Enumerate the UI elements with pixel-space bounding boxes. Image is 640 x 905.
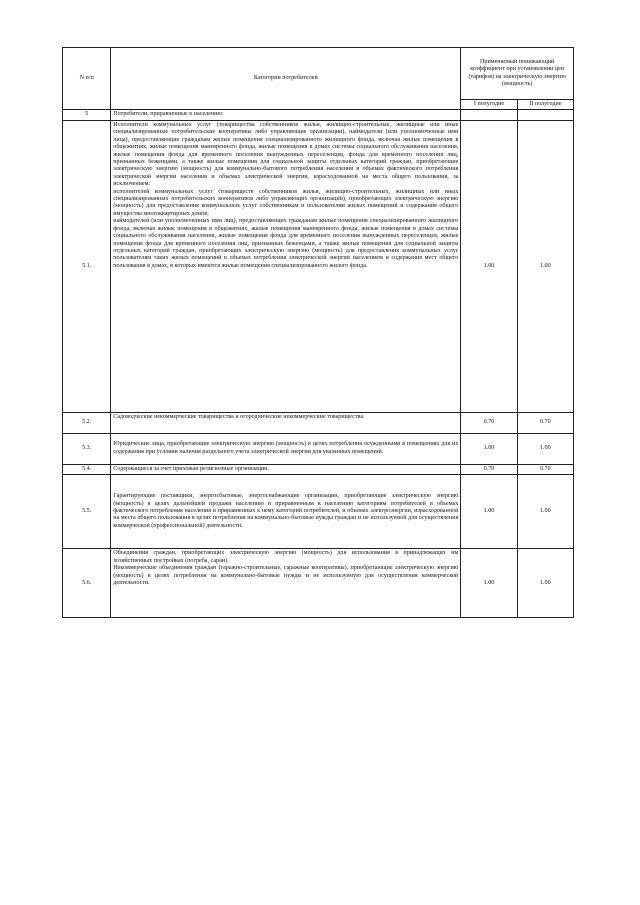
row-num: 5.3. bbox=[63, 433, 111, 464]
row-category bbox=[111, 464, 461, 474]
table-row bbox=[63, 412, 574, 433]
group-empty-1 bbox=[461, 110, 517, 120]
row-category-text: Некоммерческие объединения граждан (гаражно-строительные, гаражные кооперативы), приобретающие электрическую энергию (мощность) в целях потребления на коммунально-бытовые нужды и не используемую для осуществления коммерческой деятельности. bbox=[113, 565, 459, 586]
table-row bbox=[63, 433, 574, 464]
header-num: N п/п bbox=[63, 48, 111, 110]
row-category bbox=[111, 433, 461, 464]
row-category-text: Содержащиеся за счет прихожан религиозные организации. bbox=[113, 465, 270, 472]
row-value-half1: 1.00 bbox=[461, 433, 517, 464]
row-category-text: Садоводческие некоммерческие товарищества и огороднические некоммерческие товарищества. bbox=[113, 413, 365, 420]
row-num: 5.1. bbox=[63, 120, 111, 412]
row-category bbox=[111, 475, 461, 549]
header-half2: II полугодие bbox=[517, 100, 573, 110]
row-category-text: Юридические лица, приобретающие электрическую энергию (мощность) в целях потребления осужденными в помещениях для их содержания при условии наличия раздельного учета электрической энергии для указанных помещений. bbox=[113, 441, 459, 455]
header-category: Категории потребителей bbox=[111, 48, 461, 110]
row-category-text: исполнителей коммунальных услуг (товариществ собственников жилья, жилищно-строительных, жилищных или иных специализированных потребительских кооперативов либо управляющих организаций), приобретающих электрическую энергию (мощность) для предоставления коммунальных услуг собственникам и пользователям жилых помещений и содержания общего имущества многоквартирных домов; bbox=[113, 188, 459, 217]
group-row bbox=[63, 110, 574, 120]
row-category bbox=[111, 120, 461, 412]
row-value-half2: 1.00 bbox=[517, 433, 573, 464]
row-num: 5.5. bbox=[63, 475, 111, 549]
row-category bbox=[111, 412, 461, 433]
table-row bbox=[63, 475, 574, 549]
header-row bbox=[63, 48, 574, 100]
row-value-half1: 1.00 bbox=[461, 475, 517, 549]
row-value-half2: 1.00 bbox=[517, 475, 573, 549]
group-empty-2 bbox=[517, 110, 573, 120]
table-row bbox=[63, 120, 574, 412]
row-num: 5.2. bbox=[63, 412, 111, 433]
group-num: 5 bbox=[63, 110, 111, 120]
table-row bbox=[63, 549, 574, 618]
row-value-half1: 1.00 bbox=[461, 120, 517, 412]
row-category-text: Исполнители коммунальных услуг (товарищества собственников жилья, жилищно-строительные, жилищные или иные специализированные потребительские кооперативы либо управляющие организации), наймодатели (или уполномоченные ими лица), предоставляющие гражданам жилые помещения специализированного жилищного фонда, включая жилые помещения в общежитиях, жилые помещения маневренного фонда, жилые помещения в домах системы социального обслуживания населения, жилые помещения фонда для временного поселения вынужденных переселенцев, фонда для временного поселения лиц, признанных беженцами, а также жилые помещения для социальной защиты отдельных категорий граждан, приобретающие электрическую энергию (мощность) для коммунально-бытового потребления населения в объемах фактического потребления электрической энергии населения и объемах электрической энергии, израсходованной на места общего пользования, за исключением: bbox=[113, 121, 459, 188]
row-category-text: Гарантирующие поставщики, энергосбытовые, энергоснабжающие организации, приобретающие электрическую энергию (мощность) в целях дальнейшей продажи населению и приравненным к населению категориям потребителей в объемах фактического потребления населения и приравненных к нему категорий потребителей, и объемах электроэнергии, израсходованной на места общего пользования в целях потребления на коммунально-бытовые нужды граждан и не используемой для осуществления коммерческой (профессиональной) деятельности. bbox=[113, 493, 459, 529]
row-value-half2: 0.70 bbox=[517, 412, 573, 433]
row-value-half2: 0.70 bbox=[517, 464, 573, 474]
row-value-half1: 0.70 bbox=[461, 412, 517, 433]
table-row bbox=[63, 464, 574, 474]
row-category-text: Объединения граждан, приобретающих электрическую энергию (мощность) для использования в принадлежащих им хозяйственных постройках (погреба, сараи). bbox=[113, 550, 459, 564]
header-half1: I полугодие bbox=[461, 100, 517, 110]
row-category bbox=[111, 549, 461, 618]
row-value-half1: 0.70 bbox=[461, 464, 517, 474]
row-value-half1: 1.00 bbox=[461, 549, 517, 618]
row-num: 5.6. bbox=[63, 549, 111, 618]
row-value-half2: 1.00 bbox=[517, 120, 573, 412]
row-category-text: наймодателей (или уполномоченных ими лиц), предоставляющих гражданам жилые помещения специализированного жилищного фонда, включая жилые помещения в общежитиях, жилые помещения маневренного фонда, жилые помещения в домах системы социального обслуживания населения, жилые помещения фонда для временного поселения вынужденных переселенцев, жилые помещения фонда для временного поселения лиц, признанных беженцами, а также жилые помещения для социальной защиты отдельных категорий граждан, приобретающих электрическую энергию (мощность) для предоставления коммунальных услуг пользователям таких жилых помещений в объемах потребления электрической энергии населением и содержания мест общего пользования в домах, в которых имеются жилые помещения специализированного жилого фонда. bbox=[113, 218, 459, 269]
row-value-half2: 1.00 bbox=[517, 549, 573, 618]
header-coefficient: Применяемый понижающий коэффициент при установлении цен (тарифов) на электрическую энергию (мощность) bbox=[461, 48, 574, 100]
row-num: 5.4. bbox=[63, 464, 111, 474]
group-label: Потребители, приравненные к населению: bbox=[111, 110, 461, 120]
tariff-coefficient-table bbox=[62, 47, 574, 618]
